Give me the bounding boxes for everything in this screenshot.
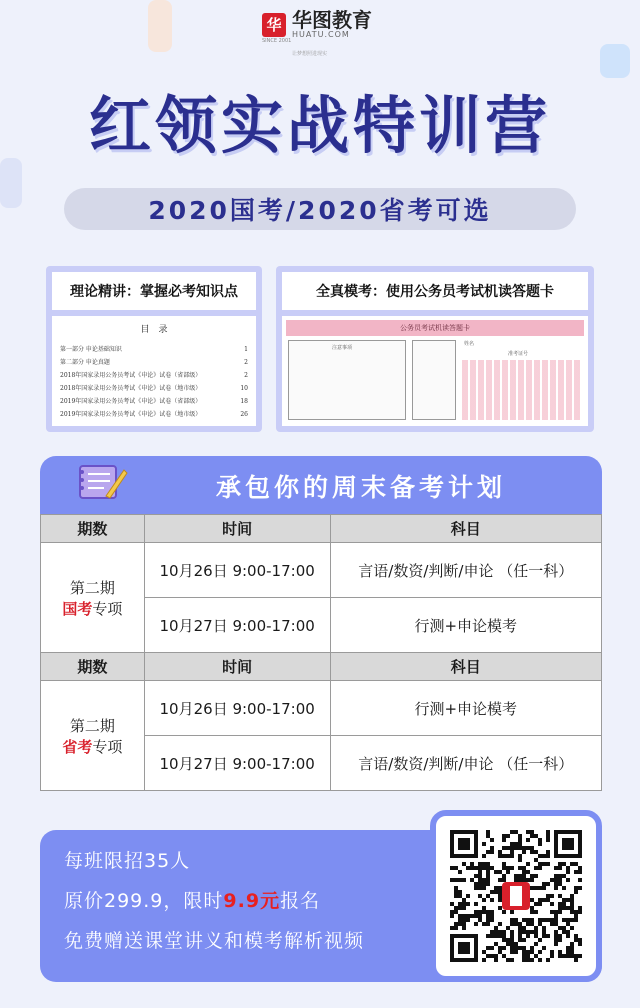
- toc-item-text: 第一部分 申论基础知识: [60, 346, 122, 353]
- table-row: [41, 681, 602, 736]
- toc-heading: 目 录: [140, 325, 168, 335]
- time-cell: 10月26日 9:00-17:00: [144, 681, 330, 736]
- name-label: 姓名: [464, 341, 475, 347]
- time-cell: 10月26日 9:00-17:00: [144, 543, 330, 598]
- schedule-card: [40, 456, 602, 792]
- subject-cell: 行测+申论模考: [330, 598, 602, 653]
- period-name: 第二期: [69, 578, 115, 597]
- price-text: [64, 886, 320, 913]
- period-type-highlight: 国考: [62, 599, 93, 618]
- sale-price: 9.9元: [223, 890, 281, 912]
- period-cell: [41, 543, 145, 653]
- table-row: [41, 543, 602, 598]
- time-cell: 10月27日 9:00-17:00: [144, 598, 330, 653]
- toc-item-text: 2018年国家录用公务员考试《申论》试卷（地市级）: [60, 385, 202, 392]
- toc-item-text: 2019年国家录用公务员考试《申论》试卷（地市级）: [60, 411, 202, 418]
- price-suffix: 报名: [280, 890, 321, 912]
- notes-label: 注意事项: [332, 345, 353, 351]
- price-prefix: 原价299.9，限时: [64, 890, 224, 912]
- period-type: [41, 598, 144, 619]
- theory-panel-title: 理论精讲：掌握必考知识点: [52, 272, 256, 310]
- page-title: 红领实战特训营: [88, 89, 551, 162]
- period-type-highlight: 省考: [62, 737, 93, 756]
- decor-block: [600, 44, 630, 78]
- column-header: 科目: [330, 653, 602, 681]
- toc-item: [60, 408, 248, 421]
- column-header: 时间: [144, 653, 330, 681]
- time-cell: 10月27日 9:00-17:00: [144, 736, 330, 791]
- decor-block: [148, 0, 172, 52]
- toc-item-page: 2: [244, 359, 248, 366]
- qr-code[interactable]: [430, 810, 602, 982]
- toc-item-page: 2: [244, 372, 248, 379]
- period-name: 第二期: [69, 716, 115, 735]
- fill-box: [412, 340, 456, 420]
- column-header: 科目: [330, 515, 602, 543]
- id-label: 准考证号: [508, 351, 529, 357]
- subject-cell: 言语/数资/判断/申论 （任一科）: [330, 543, 602, 598]
- toc-item: [60, 356, 248, 369]
- subject-cell: 言语/数资/判断/申论 （任一科）: [330, 736, 602, 791]
- class-limit-text: 每班限招35人: [64, 850, 191, 872]
- brand-slogan: 让梦想照进现实: [292, 51, 328, 57]
- bubble-grid: [462, 360, 580, 420]
- bonus-text: 免费赠送课堂讲义和模考解析视频: [64, 930, 365, 952]
- toc-item-page: 26: [240, 411, 248, 418]
- brand-name: 华图教育: [292, 8, 372, 32]
- brand-logo: [262, 8, 372, 57]
- toc-list: [60, 343, 248, 421]
- toc-item-page: 10: [240, 385, 248, 392]
- toc-item: [60, 395, 248, 408]
- toc-item: [60, 382, 248, 395]
- answer-sheet-preview: [282, 316, 588, 426]
- toc-preview: [52, 316, 256, 426]
- answer-sheet-title: 公务员考试机读答题卡: [286, 320, 584, 336]
- notes-box: [288, 340, 406, 420]
- brand-since: SINCE 2001: [262, 38, 292, 44]
- schedule-header-row: [41, 515, 602, 543]
- schedule-header-row: [41, 653, 602, 681]
- subject-cell: 行测+申论模考: [330, 681, 602, 736]
- column-header: 期数: [41, 515, 145, 543]
- schedule-table: [40, 514, 602, 791]
- huatu-logo-icon: 华: [262, 13, 286, 37]
- toc-item-text: 2019年国家录用公务员考试《申论》试卷（省部级）: [60, 398, 202, 405]
- period-cell: [41, 681, 145, 791]
- column-header: 时间: [144, 515, 330, 543]
- toc-item-page: 1: [244, 346, 248, 353]
- toc-item: [60, 369, 248, 382]
- decor-block: [0, 158, 22, 208]
- toc-item-page: 18: [240, 398, 248, 405]
- theory-panel: [46, 266, 262, 432]
- period-type-suffix: 专项: [92, 737, 123, 756]
- column-header: 期数: [41, 653, 145, 681]
- qr-code-icon: [450, 830, 582, 962]
- toc-item-text: 第二部分 申论真题: [60, 359, 110, 366]
- brand-domain: HUATU.COM: [292, 30, 350, 39]
- mock-exam-panel: [276, 266, 594, 432]
- toc-item: [60, 343, 248, 356]
- period-type: [41, 736, 144, 757]
- schedule-title: 承包你的周末备考计划: [215, 473, 506, 502]
- mock-exam-panel-title: 全真模考：使用公务员考试机读答题卡: [282, 272, 588, 310]
- toc-item-text: 2018年国家录用公务员考试《申论》试卷（省部级）: [60, 372, 202, 379]
- period-type-suffix: 专项: [92, 599, 123, 618]
- exam-options-banner: 2020国考/2020省考可选: [64, 188, 576, 230]
